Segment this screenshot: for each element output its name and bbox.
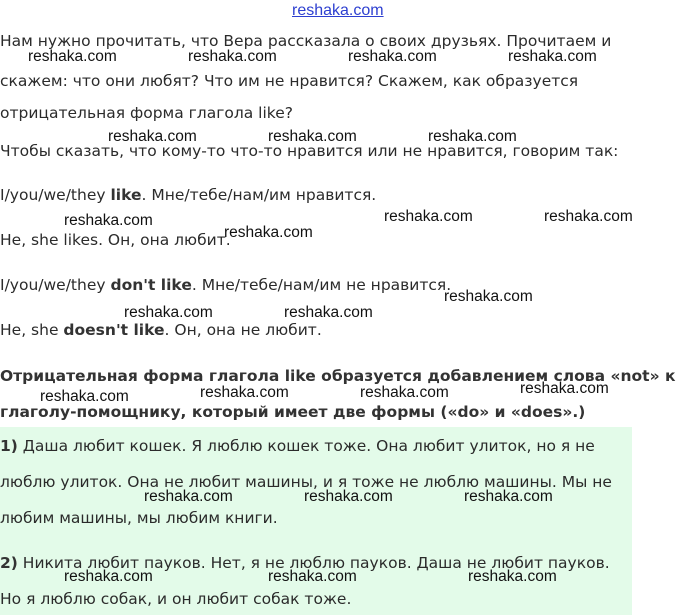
watermark: reshaka.com bbox=[108, 128, 197, 145]
note-line-1: Отрицательная форма глагола like образуется добавлением слова «not» к bbox=[0, 367, 676, 385]
watermark: reshaka.com bbox=[444, 288, 533, 305]
watermark: reshaka.com bbox=[224, 224, 313, 241]
watermark: reshaka.com bbox=[508, 48, 597, 65]
watermark: reshaka.com bbox=[520, 380, 609, 397]
watermark: reshaka.com bbox=[384, 208, 473, 225]
watermark: reshaka.com bbox=[348, 48, 437, 65]
answer-1-line-2: люблю улиток. Она не любит машины, и я тоже не люблю машины. Мы не bbox=[0, 473, 612, 491]
intro-line-3: отрицательная форма глагола like? bbox=[0, 104, 293, 122]
intro-line-4: Чтобы сказать, что кому-то что-то нравится или не нравится, говорим так: bbox=[0, 142, 619, 160]
watermark: reshaka.com bbox=[28, 48, 117, 65]
watermark: reshaka.com bbox=[468, 568, 557, 585]
watermark: reshaka.com bbox=[64, 568, 153, 585]
watermark: reshaka.com bbox=[428, 128, 517, 145]
rule-like: I/you/we/they like. Мне/тебе/нам/им нравится. bbox=[0, 186, 377, 204]
watermark: reshaka.com bbox=[64, 212, 153, 229]
rule-doesnt-like: He, she doesn't like. Он, она не любит. bbox=[0, 321, 322, 339]
watermark: reshaka.com bbox=[268, 568, 357, 585]
watermark: reshaka.com bbox=[40, 388, 129, 405]
site-logo-link[interactable]: reshaka.com bbox=[292, 2, 384, 19]
watermark: reshaka.com bbox=[124, 304, 213, 321]
watermark: reshaka.com bbox=[464, 488, 553, 505]
answer-1-line-3: любим машины, мы любим книги. bbox=[0, 509, 278, 527]
watermark: reshaka.com bbox=[268, 128, 357, 145]
watermark: reshaka.com bbox=[360, 384, 449, 401]
watermark: reshaka.com bbox=[284, 304, 373, 321]
rule-likes: He, she likes. Он, она любит. bbox=[0, 231, 231, 249]
note-line-2: глаголу-помощнику, который имеет две формы («do» и «does».) bbox=[0, 403, 586, 421]
intro-line-1: Нам нужно прочитать, что Вера рассказала о своих друзьях. Прочитаем и bbox=[0, 32, 612, 50]
watermark: reshaka.com bbox=[200, 384, 289, 401]
watermark: reshaka.com bbox=[144, 488, 233, 505]
watermark: reshaka.com bbox=[544, 208, 633, 225]
answer-2-line-1: 2) Никита любит пауков. Нет, я не люблю пауков. Даша не любит пауков. bbox=[0, 554, 610, 572]
answer-2-line-2: Но я люблю собак, и он любит собак тоже. bbox=[0, 590, 352, 608]
watermark: reshaka.com bbox=[188, 48, 277, 65]
intro-line-2: скажем: что они любят? Что им не нравится? Скажем, как образуется bbox=[0, 72, 579, 90]
watermark: reshaka.com bbox=[304, 488, 393, 505]
answer-1-line-1: 1) Даша любит кошек. Я люблю кошек тоже. Она любит улиток, но я не bbox=[0, 437, 595, 455]
rule-dont-like: I/you/we/they don't like. Мне/тебе/нам/им не нравится. bbox=[0, 276, 452, 294]
